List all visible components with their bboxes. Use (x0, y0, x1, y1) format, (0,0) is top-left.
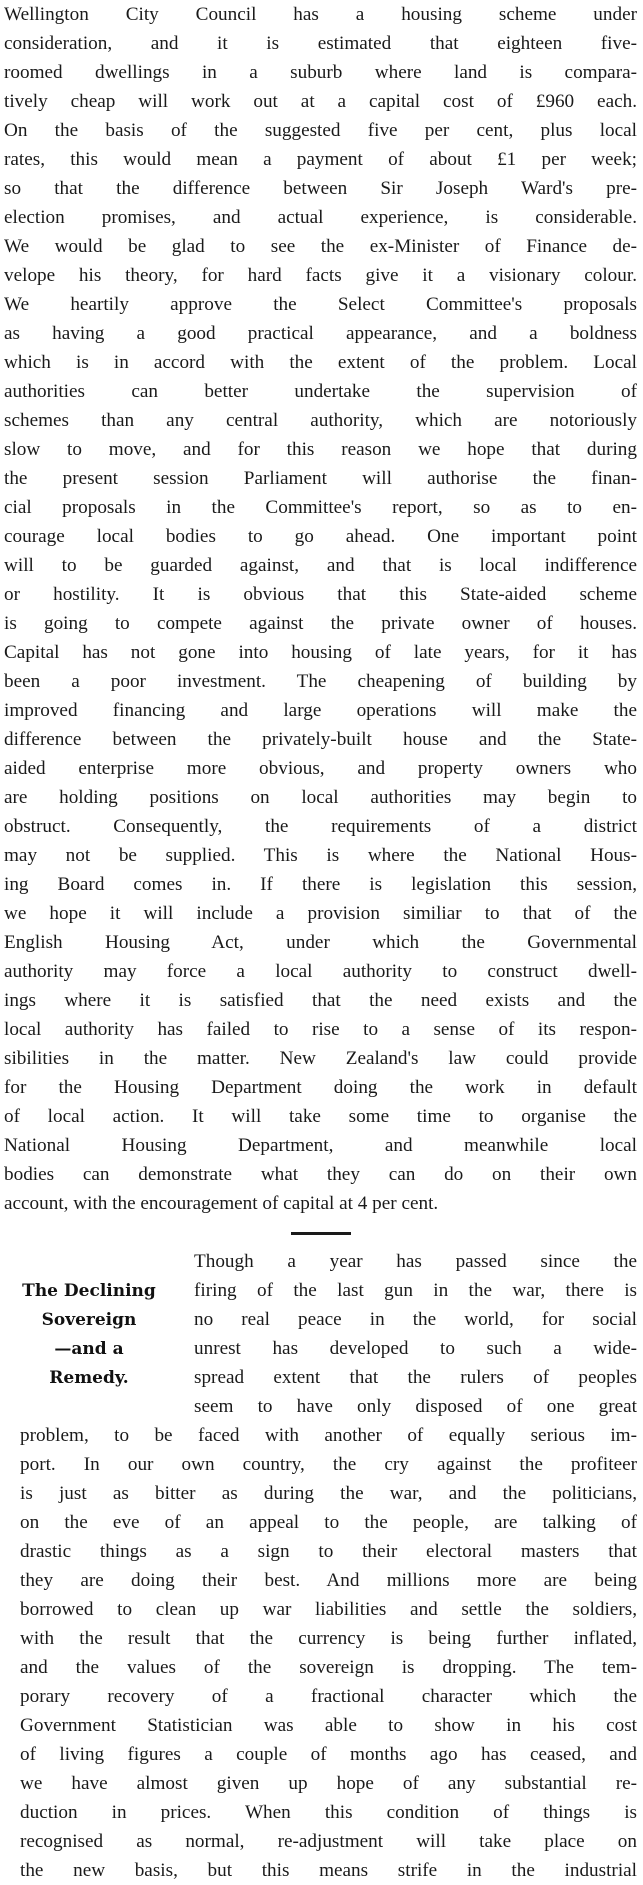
section-line: port. In our own country, the cry against the profiteer (20, 1454, 637, 1475)
section-line: porary recovery of a fractional character which the (20, 1686, 637, 1707)
section-line: duction in prices. When this condition of things is (20, 1802, 637, 1823)
section-line: Government Statistician was able to show in his cost (20, 1715, 637, 1736)
article-line: rates, this would mean a payment of about £1 per week; (4, 149, 637, 170)
housing-article (4, 0, 637, 1218)
article-line: so that the difference between Sir Joseph Ward's pre- (4, 178, 637, 199)
section-line: drastic things as a sign to their electoral masters that (20, 1541, 637, 1562)
article-line: We would be glad to see the ex-Minister of Finance de- (4, 236, 637, 257)
article-line: as having a good practical appearance, and a boldness (4, 323, 637, 344)
article-line: cial proposals in the Committee's report, so as to en- (4, 497, 637, 518)
side-heading-line: —and a (54, 1339, 124, 1359)
side-heading-line: Sovereign (41, 1310, 137, 1330)
article-line: improved financing and large operations will make the (4, 700, 637, 721)
article-line: we hope it will include a provision similiar to that of the (4, 903, 637, 924)
article-line: may not be supplied. This is where the National Hous- (4, 845, 637, 866)
section-line: spread extent that the rulers of peoples (194, 1367, 637, 1388)
article-line: bodies can demonstrate what they can do on their own (4, 1164, 637, 1185)
article-line: slow to move, and for this reason we hope that during (4, 439, 637, 460)
article-line: of local action. It will take some time to organise the (4, 1106, 637, 1127)
article-line: courage local bodies to go ahead. One important point (4, 526, 637, 547)
article-line: schemes than any central authority, which are notoriously (4, 410, 637, 431)
article-line: roomed dwellings in a suburb where land is compara- (4, 62, 637, 83)
section-line: Though a year has passed since the (194, 1251, 637, 1272)
article-line: is going to compete against the private owner of houses. (4, 613, 637, 634)
section-line: no real peace in the world, for social (194, 1309, 637, 1330)
section-line: borrowed to clean up war liabilities and settle the soldiers, (20, 1599, 637, 1620)
article-line: We heartily approve the Select Committee's proposals (4, 294, 637, 315)
article-line: election promises, and actual experience, is considerable. (4, 207, 637, 228)
article-line: the present session Parliament will authorise the finan- (4, 468, 637, 489)
article-line: or hostility. It is obvious that this State-aided scheme (4, 584, 637, 605)
article-line: obstruct. Consequently, the requirements of a district (4, 816, 637, 837)
article-line: ings where it is satisfied that the need exists and the (4, 990, 637, 1011)
article-line: Capital has not gone into housing of late years, for it has (4, 642, 637, 663)
article-line: authorities can better undertake the supervision of (4, 381, 637, 402)
article-line: On the basis of the suggested five per cent, plus local (4, 120, 637, 141)
article-line: aided enterprise more obvious, and property owners who (4, 758, 637, 779)
side-heading-line: Remedy. (49, 1368, 129, 1388)
section-line: seem to have only disposed of one great (194, 1396, 637, 1417)
section-line: we have almost given up hope of any substantial re- (20, 1773, 637, 1794)
article-line: tively cheap will work out at a capital cost of £960 each. (4, 91, 637, 112)
article-line: Wellington City Council has a housing scheme under (4, 4, 637, 25)
section-line: of living figures a couple of months ago has ceased, and (20, 1744, 637, 1765)
section-line: with the result that the currency is being further inflated, (20, 1628, 637, 1649)
section-divider (291, 1232, 351, 1235)
section-line: firing of the last gun in the war, there is (194, 1280, 637, 1301)
section-line: problem, to be faced with another of equally serious im- (20, 1425, 637, 1446)
article-line: consideration, and it is estimated that eighteen five- (4, 33, 637, 54)
article-line: for the Housing Department doing the work in default (4, 1077, 637, 1098)
declining-sovereign-section (4, 1247, 637, 1885)
section-line: they are doing their best. And millions more are being (20, 1570, 637, 1591)
article-line: authority may force a local authority to construct dwell- (4, 961, 637, 982)
article-line: which is in accord with the extent of the problem. Local (4, 352, 637, 373)
article-line: sibilities in the matter. New Zealand's law could provide (4, 1048, 637, 1069)
article-line: English Housing Act, under which the Governmental (4, 932, 637, 953)
article-line: ing Board comes in. If there is legislation this session, (4, 874, 637, 895)
article-line: velope his theory, for hard facts give it a visionary colour. (4, 265, 637, 286)
section-line: and the values of the sovereign is dropping. The tem- (20, 1657, 637, 1678)
section-line: the new basis, but this means strife in the industrial (20, 1860, 637, 1881)
section-line: on the eve of an appeal to the people, are talking of (20, 1512, 637, 1533)
side-heading-line: The Declining (22, 1281, 156, 1301)
section-full-text (4, 1421, 637, 1885)
article-line: local authority has failed to rise to a sense of its respon- (4, 1019, 637, 1040)
article-line: difference between the privately-built house and the State- (4, 729, 637, 750)
article-line: account, with the encouragement of capital at 4 per cent. (4, 1193, 439, 1214)
section-line: recognised as normal, re-adjustment will take place on (20, 1831, 637, 1852)
section-line: unrest has developed to such a wide- (194, 1338, 637, 1359)
side-heading (8, 1277, 170, 1393)
article-line: National Housing Department, and meanwhile local (4, 1135, 637, 1156)
article-line: will to be guarded against, and that is local indifference (4, 555, 637, 576)
section-line: is just as bitter as during the war, and the politicians, (20, 1483, 637, 1504)
article-line: are holding positions on local authorities may begin to (4, 787, 637, 808)
article-line: been a poor investment. The cheapening of building by (4, 671, 637, 692)
